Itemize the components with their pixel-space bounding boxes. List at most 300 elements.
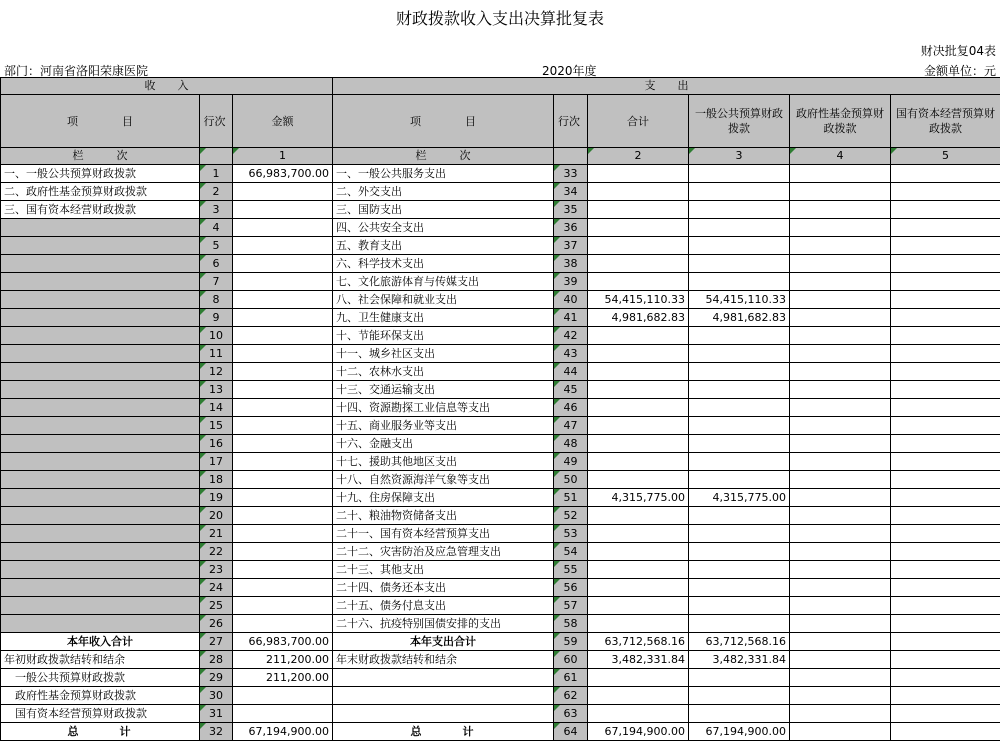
income-item (1, 417, 200, 435)
income-amount (233, 687, 333, 705)
income-item (1, 327, 200, 345)
expense-item: 二十六、抗疫特别国债安排的支出 (333, 615, 554, 633)
expense-gov-fund (790, 237, 891, 255)
expense-gov-fund (790, 453, 891, 471)
expense-item: 二十四、债务还本支出 (333, 579, 554, 597)
expense-total (588, 327, 689, 345)
income-item (1, 273, 200, 291)
expense-total (588, 237, 689, 255)
col-index-4: 4 (790, 148, 891, 165)
expense-row-no: 41 (554, 309, 588, 327)
expense-state-capital (891, 345, 1000, 363)
expense-state-capital (891, 219, 1000, 237)
table-row (1, 417, 1000, 435)
table-row (1, 237, 1000, 255)
expense-row-no: 40 (554, 291, 588, 309)
income-item (1, 471, 200, 489)
expense-general-budget (689, 237, 790, 255)
expense-item (333, 705, 554, 723)
expense-row-no: 36 (554, 219, 588, 237)
expense-gov-fund (790, 561, 891, 579)
income-rowno-header: 行次 (200, 95, 233, 148)
expense-total: 63,712,568.16 (588, 633, 689, 651)
carryover-state-capital-label: 国有资本经营预算财政拨款 (1, 705, 200, 723)
expense-item (333, 687, 554, 705)
income-row-no: 7 (200, 273, 233, 291)
table-row (1, 309, 1000, 327)
expense-row-no: 42 (554, 327, 588, 345)
table-row (1, 201, 1000, 219)
expense-row-no: 57 (554, 597, 588, 615)
expense-general-budget (689, 687, 790, 705)
lanci-label: 栏 次 (1, 148, 200, 165)
expense-gov-fund (790, 471, 891, 489)
expense-state-capital (891, 597, 1000, 615)
income-row-no: 28 (200, 651, 233, 669)
expense-row-no: 44 (554, 363, 588, 381)
year-income-total-label: 本年收入合计 (1, 633, 200, 651)
income-amount (233, 291, 333, 309)
expense-row-no: 56 (554, 579, 588, 597)
income-row-no: 17 (200, 453, 233, 471)
expense-gov-fund (790, 435, 891, 453)
expense-total (588, 543, 689, 561)
expense-row-no: 43 (554, 345, 588, 363)
col-index-3: 3 (689, 148, 790, 165)
income-amount: 66,983,700.00 (233, 165, 333, 183)
expense-general-budget (689, 615, 790, 633)
expense-state-capital (891, 399, 1000, 417)
income-amount (233, 507, 333, 525)
expense-gov-fund (790, 651, 891, 669)
expense-general-budget (689, 219, 790, 237)
income-item (1, 507, 200, 525)
expense-gov-fund (790, 597, 891, 615)
expense-state-capital (891, 489, 1000, 507)
expense-item: 十九、住房保障支出 (333, 489, 554, 507)
income-amount: 211,200.00 (233, 651, 333, 669)
expense-total: 54,415,110.33 (588, 291, 689, 309)
expense-general-budget (689, 165, 790, 183)
gov-fund-header: 政府性基金预算财政拨款 (790, 95, 891, 148)
income-amount-header: 金额 (233, 95, 333, 148)
expense-state-capital (891, 471, 1000, 489)
expense-gov-fund (790, 165, 891, 183)
income-amount (233, 471, 333, 489)
expense-row-no: 33 (554, 165, 588, 183)
expense-total (588, 255, 689, 273)
expense-general-budget: 54,415,110.33 (689, 291, 790, 309)
income-item (1, 435, 200, 453)
expense-item: 二十、粮油物资储备支出 (333, 507, 554, 525)
income-amount (233, 705, 333, 723)
table-row (1, 507, 1000, 525)
expense-row-no: 55 (554, 561, 588, 579)
expense-gov-fund (790, 183, 891, 201)
income-row-no: 10 (200, 327, 233, 345)
expense-item: 二、外交支出 (333, 183, 554, 201)
expense-general-budget (689, 543, 790, 561)
table-row (1, 363, 1000, 381)
income-item (1, 489, 200, 507)
table-row (1, 345, 1000, 363)
income-amount (233, 237, 333, 255)
expense-gov-fund (790, 345, 891, 363)
expense-item: 十二、农林水支出 (333, 363, 554, 381)
income-amount (233, 597, 333, 615)
expense-item: 二十二、灾害防治及应急管理支出 (333, 543, 554, 561)
expense-total: 4,315,775.00 (588, 489, 689, 507)
col-index-5: 5 (891, 148, 1000, 165)
expense-row-no: 53 (554, 525, 588, 543)
income-row-no: 3 (200, 201, 233, 219)
expense-gov-fund (790, 615, 891, 633)
expense-general-budget (689, 327, 790, 345)
header-row-sections (1, 78, 1000, 95)
income-row-no: 26 (200, 615, 233, 633)
expense-general-budget (689, 183, 790, 201)
general-budget-header: 一般公共预算财政拨款 (689, 95, 790, 148)
table-row (1, 453, 1000, 471)
income-item (1, 381, 200, 399)
income-item (1, 363, 200, 381)
expense-gov-fund (790, 507, 891, 525)
expense-item: 二十一、国有资本经营预算支出 (333, 525, 554, 543)
expense-total (588, 471, 689, 489)
income-row-no: 32 (200, 723, 233, 741)
income-amount: 67,194,900.00 (233, 723, 333, 741)
table-row (1, 219, 1000, 237)
income-row-no: 5 (200, 237, 233, 255)
expense-row-no: 38 (554, 255, 588, 273)
expense-item: 十五、商业服务业等支出 (333, 417, 554, 435)
income-amount (233, 309, 333, 327)
expense-item: 二十五、债务付息支出 (333, 597, 554, 615)
expense-total (588, 273, 689, 291)
expense-item: 六、科学技术支出 (333, 255, 554, 273)
expense-state-capital (891, 237, 1000, 255)
income-item: 二、政府性基金预算财政拨款 (1, 183, 200, 201)
expense-row-no: 51 (554, 489, 588, 507)
table-row (1, 615, 1000, 633)
income-item (1, 399, 200, 417)
income-item (1, 291, 200, 309)
expense-general-budget: 67,194,900.00 (689, 723, 790, 741)
expense-item: 九、卫生健康支出 (333, 309, 554, 327)
summary-row (1, 633, 1000, 651)
expense-row-no: 47 (554, 417, 588, 435)
income-row-no: 15 (200, 417, 233, 435)
expense-item: 十七、援助其他地区支出 (333, 453, 554, 471)
expense-general-budget (689, 579, 790, 597)
expense-general-budget (689, 363, 790, 381)
income-amount (233, 453, 333, 471)
income-amount (233, 525, 333, 543)
col-index-2: 2 (588, 148, 689, 165)
expense-item: 二十三、其他支出 (333, 561, 554, 579)
income-row-no: 31 (200, 705, 233, 723)
expense-rowno-header: 行次 (554, 95, 588, 148)
expense-total (588, 669, 689, 687)
table-row (1, 399, 1000, 417)
income-row-no: 30 (200, 687, 233, 705)
expense-general-budget: 4,981,682.83 (689, 309, 790, 327)
expense-item: 十六、金融支出 (333, 435, 554, 453)
expense-state-capital (891, 633, 1000, 651)
report-title: 财政拨款收入支出决算批复表 (395, 9, 604, 28)
expense-item: 十一、城乡社区支出 (333, 345, 554, 363)
total-header: 合计 (588, 95, 689, 148)
expense-state-capital (891, 255, 1000, 273)
table-row (1, 471, 1000, 489)
expense-section-header: 支 出 (333, 78, 1000, 95)
income-item (1, 525, 200, 543)
expense-gov-fund (790, 633, 891, 651)
income-row-no: 4 (200, 219, 233, 237)
summary-row (1, 669, 1000, 687)
income-row-no: 11 (200, 345, 233, 363)
expense-item: 十三、交通运输支出 (333, 381, 554, 399)
expense-item: 一、一般公共服务支出 (333, 165, 554, 183)
income-amount (233, 327, 333, 345)
expense-gov-fund (790, 723, 891, 741)
expense-gov-fund (790, 201, 891, 219)
income-section-header: 收 入 (1, 78, 333, 95)
income-row-no: 6 (200, 255, 233, 273)
income-row-no: 9 (200, 309, 233, 327)
expense-row-no: 39 (554, 273, 588, 291)
expense-total (588, 363, 689, 381)
expense-total (588, 219, 689, 237)
expense-row-no: 35 (554, 201, 588, 219)
expense-gov-fund (790, 291, 891, 309)
income-row-no: 12 (200, 363, 233, 381)
grand-total-expense-label: 总 计 (333, 723, 554, 741)
expense-general-budget (689, 417, 790, 435)
expense-general-budget (689, 435, 790, 453)
income-row-no: 22 (200, 543, 233, 561)
expense-total (588, 453, 689, 471)
expense-total (588, 615, 689, 633)
expense-row-no: 34 (554, 183, 588, 201)
header-row-columns (1, 95, 1000, 148)
income-amount (233, 381, 333, 399)
expense-gov-fund (790, 327, 891, 345)
fiscal-year: 2020年度 (542, 64, 597, 78)
expense-total: 4,981,682.83 (588, 309, 689, 327)
expense-general-budget: 63,712,568.16 (689, 633, 790, 651)
col-index-1: 1 (233, 148, 333, 165)
state-capital-header: 国有资本经营预算财政拨款 (891, 95, 1000, 148)
expense-item: 五、教育支出 (333, 237, 554, 255)
income-item: 一、一般公共预算财政拨款 (1, 165, 200, 183)
income-item: 三、国有资本经营财政拨款 (1, 201, 200, 219)
income-row-no: 27 (200, 633, 233, 651)
expense-general-budget (689, 273, 790, 291)
expense-general-budget: 4,315,775.00 (689, 489, 790, 507)
begin-carryover-label: 年初财政拨款结转和结余 (1, 651, 200, 669)
income-amount (233, 399, 333, 417)
summary-row (1, 723, 1000, 741)
expense-general-budget (689, 597, 790, 615)
carryover-general-label: 一般公共预算财政拨款 (1, 669, 200, 687)
expense-state-capital (891, 183, 1000, 201)
income-amount (233, 219, 333, 237)
expense-state-capital (891, 435, 1000, 453)
appropriation-table (0, 77, 1000, 741)
income-amount (233, 579, 333, 597)
expense-state-capital (891, 417, 1000, 435)
income-row-no: 14 (200, 399, 233, 417)
income-row-no: 16 (200, 435, 233, 453)
expense-gov-fund (790, 417, 891, 435)
expense-row-no: 58 (554, 615, 588, 633)
expense-general-budget (689, 525, 790, 543)
expense-gov-fund (790, 381, 891, 399)
expense-state-capital (891, 327, 1000, 345)
expense-state-capital (891, 687, 1000, 705)
income-amount (233, 435, 333, 453)
expense-total: 3,482,331.84 (588, 651, 689, 669)
expense-total (588, 687, 689, 705)
income-row-no: 1 (200, 165, 233, 183)
table-row (1, 273, 1000, 291)
income-amount (233, 255, 333, 273)
year-expense-total-label: 本年支出合计 (333, 633, 554, 651)
department-label: 部门：河南省洛阳荣康医院 (4, 64, 149, 78)
expense-gov-fund (790, 309, 891, 327)
expense-total (588, 345, 689, 363)
expense-state-capital (891, 453, 1000, 471)
expense-total (588, 435, 689, 453)
income-amount (233, 543, 333, 561)
expense-item: 三、国防支出 (333, 201, 554, 219)
expense-state-capital (891, 579, 1000, 597)
income-row-no: 23 (200, 561, 233, 579)
expense-general-budget: 3,482,331.84 (689, 651, 790, 669)
income-amount (233, 489, 333, 507)
expense-gov-fund (790, 579, 891, 597)
income-amount: 66,983,700.00 (233, 633, 333, 651)
income-row-no: 13 (200, 381, 233, 399)
form-code: 财决批复04表 (920, 44, 996, 58)
income-amount (233, 363, 333, 381)
expense-row-no: 52 (554, 507, 588, 525)
expense-gov-fund (790, 363, 891, 381)
expense-total (588, 381, 689, 399)
expense-item: 七、文化旅游体育与传媒支出 (333, 273, 554, 291)
expense-gov-fund (790, 273, 891, 291)
table-row (1, 327, 1000, 345)
income-amount (233, 615, 333, 633)
expense-state-capital (891, 561, 1000, 579)
expense-state-capital (891, 291, 1000, 309)
expense-general-budget (689, 345, 790, 363)
expense-state-capital (891, 381, 1000, 399)
expense-gov-fund (790, 669, 891, 687)
expense-total: 67,194,900.00 (588, 723, 689, 741)
expense-total (588, 561, 689, 579)
expense-item-header: 项 目 (333, 95, 554, 148)
expense-state-capital (891, 543, 1000, 561)
income-row-no: 2 (200, 183, 233, 201)
lanci-blank (200, 148, 233, 165)
income-amount (233, 201, 333, 219)
income-row-no: 25 (200, 597, 233, 615)
expense-row-no: 37 (554, 237, 588, 255)
expense-total (588, 507, 689, 525)
currency-unit: 金额单位：元 (923, 64, 996, 78)
expense-row-no: 49 (554, 453, 588, 471)
income-item (1, 579, 200, 597)
table-row (1, 165, 1000, 183)
expense-total (588, 525, 689, 543)
end-carryover-label: 年末财政拨款结转和结余 (333, 651, 554, 669)
expense-row-no: 61 (554, 669, 588, 687)
expense-general-budget (689, 381, 790, 399)
expense-general-budget (689, 453, 790, 471)
table-row (1, 561, 1000, 579)
income-item (1, 597, 200, 615)
expense-general-budget (689, 255, 790, 273)
income-item (1, 543, 200, 561)
income-amount (233, 183, 333, 201)
expense-general-budget (689, 201, 790, 219)
income-item-header: 项 目 (1, 95, 200, 148)
income-item (1, 255, 200, 273)
expense-general-budget (689, 399, 790, 417)
header-row-index (1, 148, 1000, 165)
expense-row-no: 64 (554, 723, 588, 741)
table-row (1, 597, 1000, 615)
summary-row (1, 687, 1000, 705)
expense-state-capital (891, 165, 1000, 183)
lanci-blank (554, 148, 588, 165)
expense-row-no: 63 (554, 705, 588, 723)
expense-total (588, 183, 689, 201)
expense-row-no: 62 (554, 687, 588, 705)
expense-row-no: 48 (554, 435, 588, 453)
table-row (1, 255, 1000, 273)
expense-general-budget (689, 705, 790, 723)
expense-gov-fund (790, 489, 891, 507)
income-amount: 211,200.00 (233, 669, 333, 687)
expense-general-budget (689, 471, 790, 489)
expense-row-no: 60 (554, 651, 588, 669)
expense-state-capital (891, 309, 1000, 327)
expense-total (588, 201, 689, 219)
income-item (1, 453, 200, 471)
expense-state-capital (891, 363, 1000, 381)
table-row (1, 291, 1000, 309)
lanci-label: 栏 次 (333, 148, 554, 165)
income-row-no: 24 (200, 579, 233, 597)
summary-row (1, 651, 1000, 669)
income-item (1, 309, 200, 327)
expense-state-capital (891, 651, 1000, 669)
income-row-no: 21 (200, 525, 233, 543)
expense-state-capital (891, 201, 1000, 219)
table-row (1, 525, 1000, 543)
expense-gov-fund (790, 687, 891, 705)
income-amount (233, 417, 333, 435)
expense-row-no: 50 (554, 471, 588, 489)
income-row-no: 20 (200, 507, 233, 525)
expense-row-no: 54 (554, 543, 588, 561)
expense-gov-fund (790, 705, 891, 723)
expense-item: 十四、资源勘探工业信息等支出 (333, 399, 554, 417)
expense-total (588, 165, 689, 183)
